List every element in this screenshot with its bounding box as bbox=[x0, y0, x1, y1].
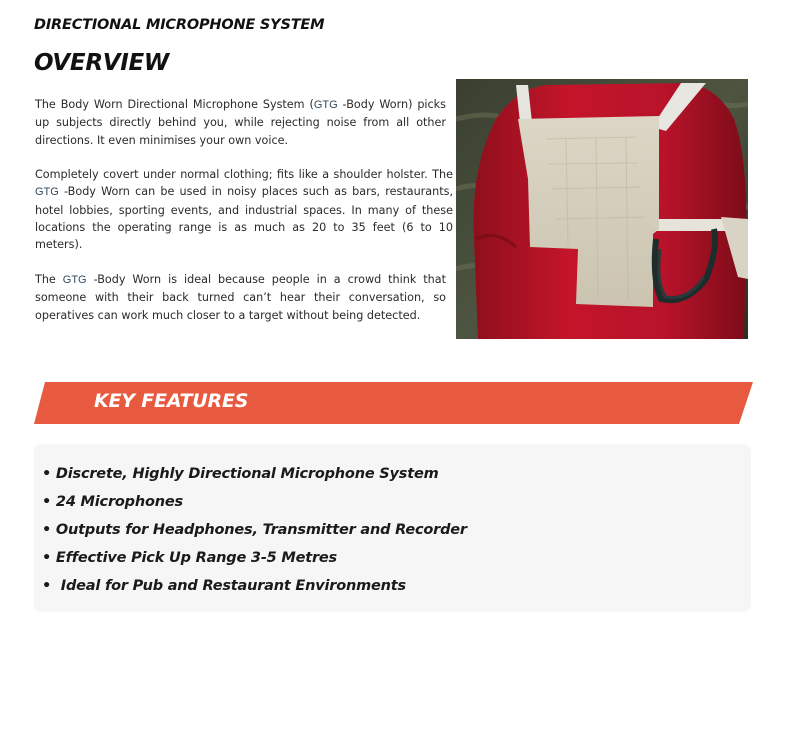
features-panel bbox=[34, 444, 751, 612]
overview-heading: OVERVIEW bbox=[34, 50, 169, 76]
feature-text: Ideal for Pub and Restaurant Environments bbox=[51, 578, 406, 594]
paragraph-text: -Body Worn is ideal because people in a crowd think that someone with their back turned can’t hear their conversation, so operatives can work much closer to a target without being detected. bbox=[35, 272, 446, 322]
paragraph-text: Completely covert under normal clothing; fits like a shoulder holster. The bbox=[35, 168, 453, 182]
brand-name: GTG bbox=[35, 186, 59, 199]
feature-item bbox=[42, 488, 467, 516]
paragraph-text: The bbox=[35, 272, 63, 286]
key-features-banner bbox=[34, 382, 753, 424]
feature-item bbox=[42, 544, 467, 572]
feature-item bbox=[42, 572, 467, 600]
brand-name: GTG bbox=[62, 273, 87, 286]
bullet-icon: • bbox=[42, 522, 52, 538]
bullet-icon: • bbox=[42, 578, 52, 594]
product-photo-illustration bbox=[456, 79, 748, 339]
feature-text: Outputs for Headphones, Transmitter and Recorder bbox=[51, 522, 467, 538]
feature-text: Discrete, Highly Directional Microphone System bbox=[51, 466, 439, 482]
bullet-icon: • bbox=[42, 550, 52, 566]
feature-text: Effective Pick Up Range 3-5 Metres bbox=[51, 550, 337, 566]
features-list bbox=[42, 460, 467, 600]
paragraph-text: The Body Worn Directional Microphone System ( bbox=[35, 98, 314, 111]
key-features-heading: KEY FEATURES bbox=[94, 390, 249, 412]
bullet-icon: • bbox=[42, 466, 52, 482]
overview-paragraph-2 bbox=[35, 166, 453, 253]
feature-text: 24 Microphones bbox=[51, 494, 183, 510]
feature-item bbox=[42, 516, 467, 544]
overview-paragraph-3 bbox=[35, 271, 446, 324]
bullet-icon: • bbox=[42, 494, 52, 510]
product-photo bbox=[456, 79, 748, 339]
document-subtitle: DIRECTIONAL MICROPHONE SYSTEM bbox=[34, 17, 325, 33]
overview-paragraph-1 bbox=[35, 96, 446, 149]
paragraph-text: -Body Worn can be used in noisy places such as bars, restaurants, hotel lobbies, sporting events, and industrial spaces. In many of these locations the operating range is as much as 20 to 35 feet (6 to 10 meters). bbox=[35, 185, 453, 252]
brand-name: GTG bbox=[313, 99, 338, 111]
overview-text bbox=[35, 96, 453, 341]
paragraph-text: -Body Worn) picks up subjects directly behind you, while rejecting noise from all other directions. It even minimises your own voice. bbox=[35, 98, 446, 147]
feature-item bbox=[42, 460, 467, 488]
